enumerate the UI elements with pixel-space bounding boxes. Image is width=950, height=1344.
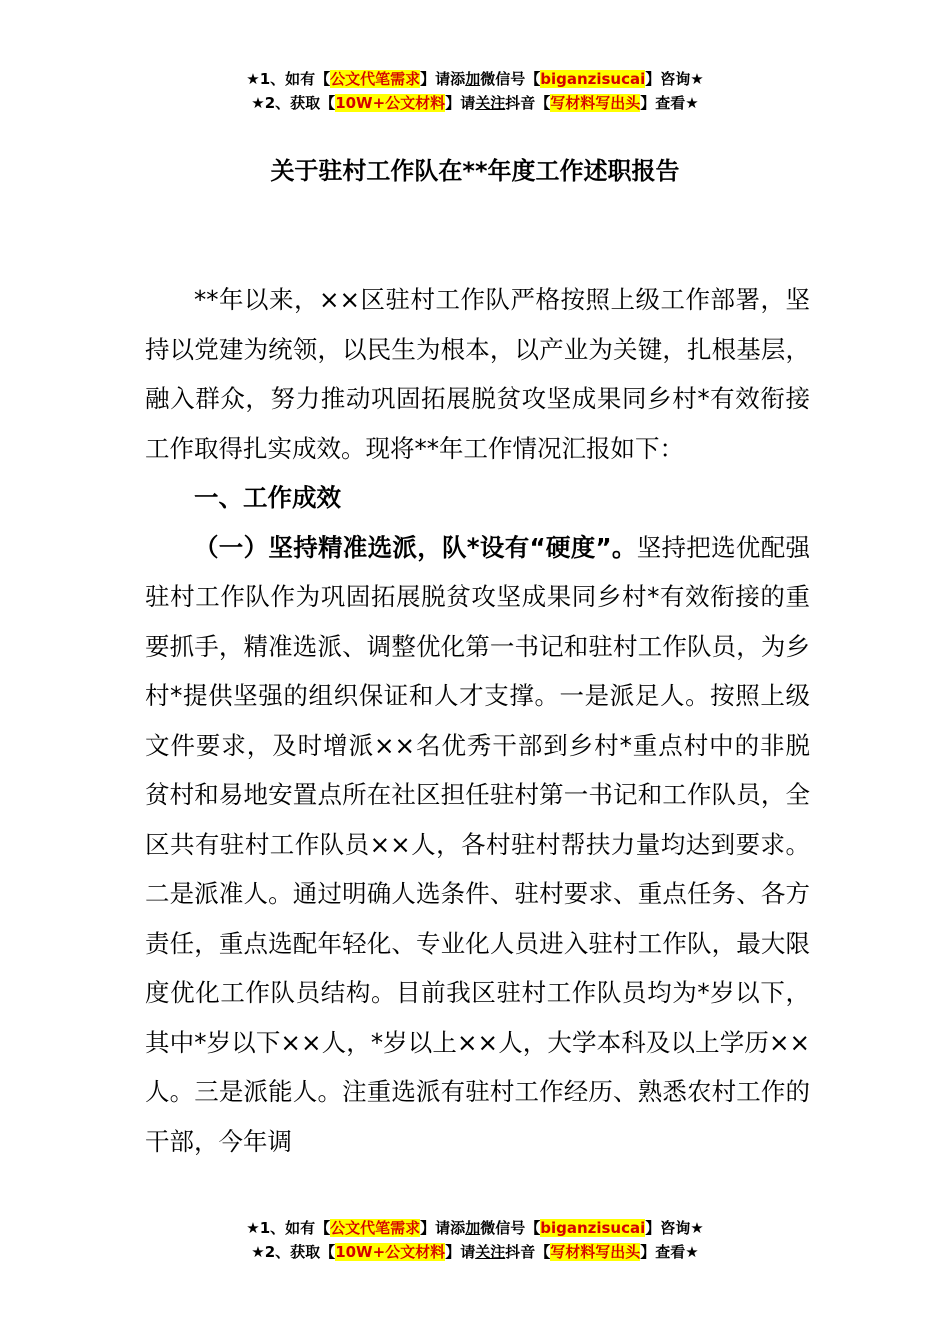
highlight-service-request: 公文代笔需求 <box>330 1219 421 1237</box>
subsection-1-text: 坚持把选优配强驻村工作队作为巩固拓展脱贫攻坚成果同乡村*有效衔接的重要抓手，精准选派、调整优化第一书记和驻村工作队员，为乡村*提供坚强的组织保证和人才支撑。一是派足人。按照上级文件要求，及时增派××名优秀干部到乡村*重点村中的非脱贫村和易地安置点所在社区担任驻村第一书记和工作队员，全区共有驻村工作队员××人，各村驻村帮扶力量均达到要求。二是派准人。通过明确人选条件、驻村要求、重点任务、各方责任，重点选配年轻化、专业化人员进入驻村工作队，最大限度优化工作队员结构。目前我区驻村工作队员均为*岁以下，其中*岁以下××人，*岁以上××人，大学本科及以上学历××人。三是派能人。注重选派有驻村工作经历、熟悉农村工作的干部，今年调 <box>145 532 810 1156</box>
header-banner-line-1: ★1、如有【公文代笔需求】请添加微信号【biganzisucai】咨询★ <box>246 70 704 88</box>
footer-banner-line-1: ★1、如有【公文代笔需求】请添加微信号【biganzisucai】咨询★ <box>246 1219 704 1237</box>
highlight-wechat-id: biganzisucai <box>540 1219 646 1237</box>
highlight-materials: 10W+公文材料 <box>335 1243 446 1261</box>
document-title: 关于驻村工作队在**年度工作述职报告 <box>270 157 680 185</box>
header-banner-line-2: ★2、获取【10W+公文材料】请关注抖音【写材料写出头】查看★ <box>251 94 699 112</box>
section-heading-1: 一、工作成效 <box>194 483 341 512</box>
highlight-service-request: 公文代笔需求 <box>330 70 421 88</box>
document-body <box>145 275 810 1166</box>
intro-paragraph: **年以来，××区驻村工作队严格按照上级工作部署，坚持以党建为统领，以民生为根本，以产业为关键，扎根基层，融入群众，努力推动巩固拓展脱贫攻坚成果同乡村*有效衔接工作取得扎实成效。现将**年工作情况汇报如下： <box>145 285 810 463</box>
highlight-douyin-account: 写材料写出头 <box>550 1243 641 1261</box>
header-banner <box>0 67 950 115</box>
subsection-1-heading: （一）坚持精准选派，队*设有“硬度”。 <box>194 532 637 562</box>
highlight-douyin-account: 写材料写出头 <box>550 94 641 112</box>
highlight-materials: 10W+公文材料 <box>335 94 446 112</box>
footer-banner <box>0 1216 950 1264</box>
highlight-wechat-id: biganzisucai <box>540 70 646 88</box>
subsection-1-paragraph <box>145 523 810 1167</box>
footer-banner-line-2: ★2、获取【10W+公文材料】请关注抖音【写材料写出头】查看★ <box>251 1243 699 1261</box>
